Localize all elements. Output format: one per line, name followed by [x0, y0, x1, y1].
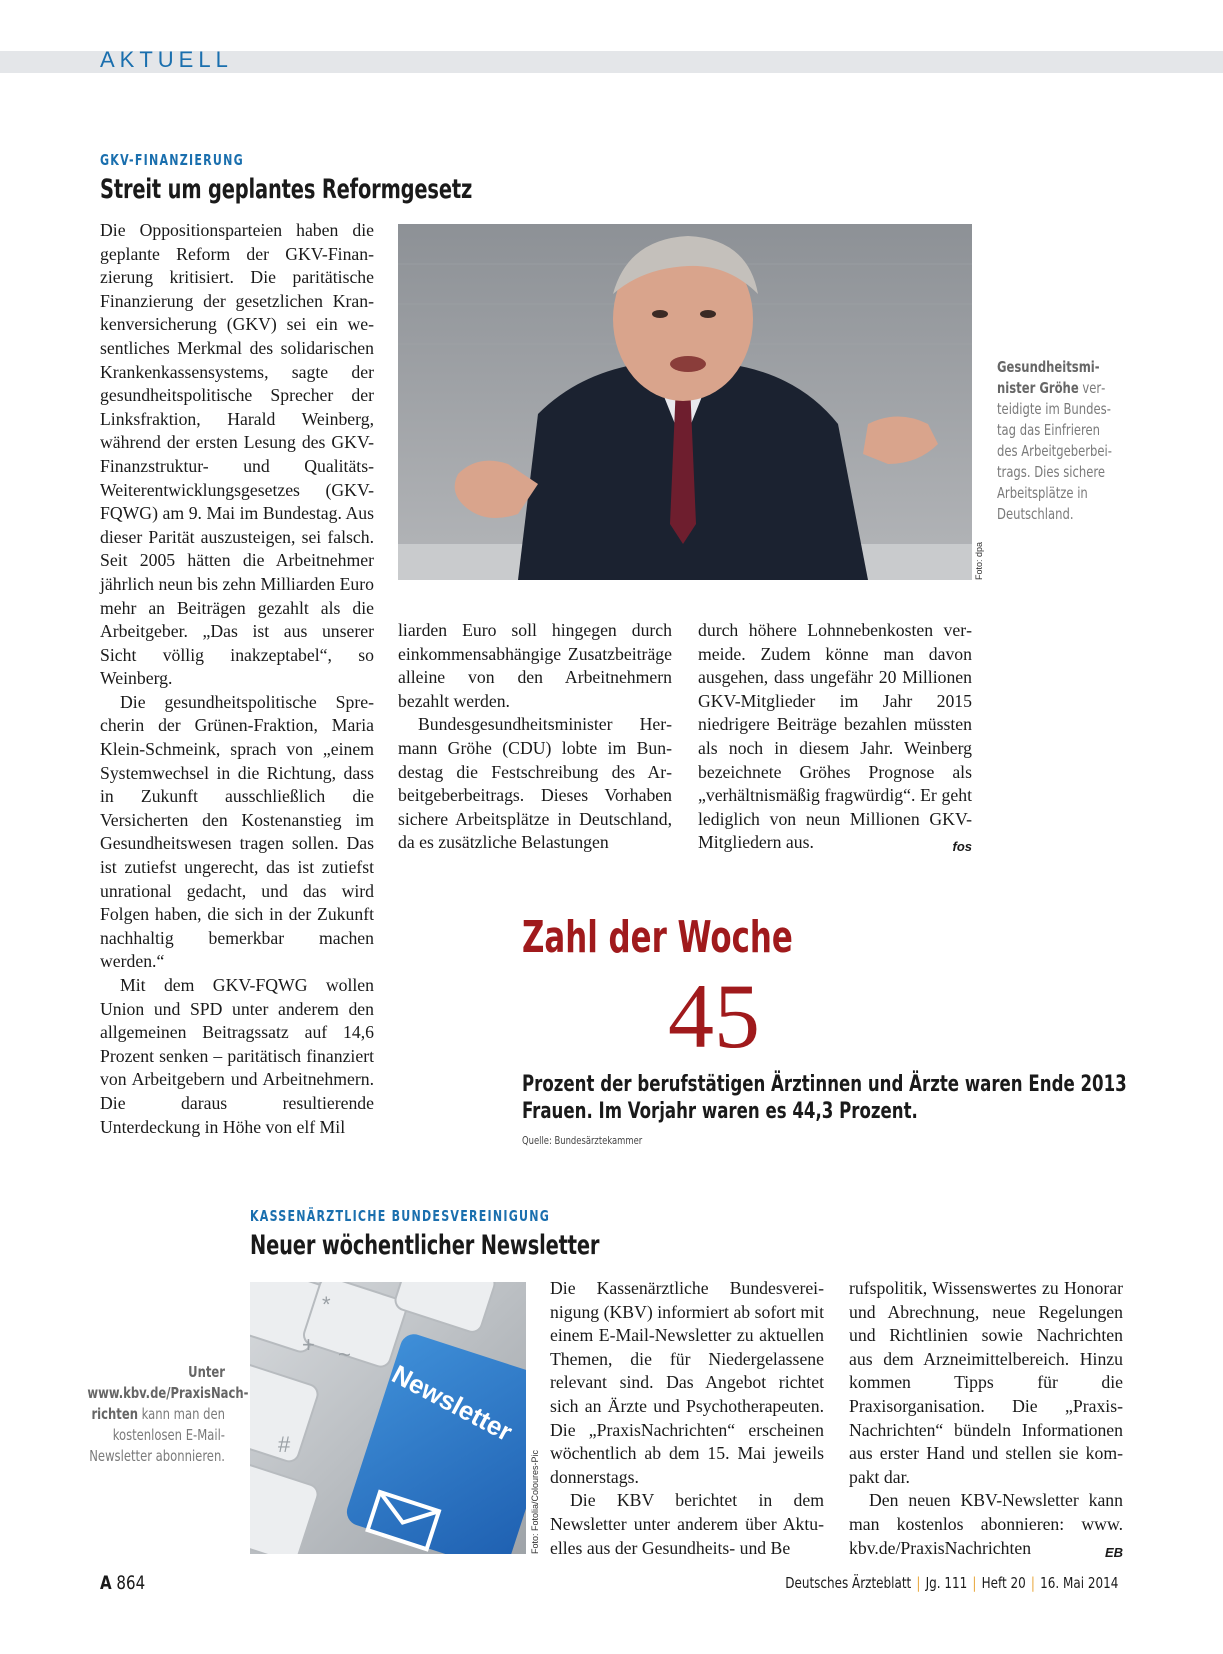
svg-text:~: ~: [338, 1342, 351, 1367]
paragraph: [698, 619, 972, 855]
svg-text:+: +: [302, 1332, 315, 1357]
author-signature: fos: [952, 839, 972, 855]
paragraph: liarden Euro soll hingegen durch einkommensabhängige Zusatzbeiträge alleine von den Arbeitnehmern bezahlt werden.: [398, 620, 672, 711]
caption-text: verteidigte im Bundestag das Einfrieren des Arbeitgeberbeitrags. Dies sichere Arbeitsplätze in Deutschland.: [997, 379, 1112, 523]
page-prefix: A: [100, 1572, 112, 1594]
article1-kicker: GKV-FINANZIERUNG: [100, 151, 244, 169]
photo-credit-1: Foto: dpa: [974, 541, 984, 580]
paragraph: Die Kassenärztliche Bundesvereinigung (KBV) informiert ab sofort mit einem E-Mail-Newsletter zu aktuellen Themen, die für Niedergelassene relevant sind. Das Angebot richtet sich an Ärzte und Psychotherapeuten. Die „PraxisNachrichten“ erscheinen wöchentlich ab dem 15. Mai jeweils donnerstags.: [550, 1278, 824, 1487]
caption-bold: Unter www.kbv.de/PraxisNachrichten: [87, 1363, 249, 1423]
journal-date: 16. Mai 2014: [1039, 1574, 1118, 1592]
paragraph: Bundesgesundheitsminister Hermann Gröhe (CDU) lobte im Bundestag die Festschreibung des Arbeitgeberbeitrags. Dieses Vorhaben sichere Arbeitsplätze in Deutschland, da es zusätzliche Belastungen: [398, 714, 672, 853]
article2-headline: Neuer wöchentlicher Newsletter: [250, 1230, 600, 1261]
paragraph: Die KBV berichtet in dem Newsletter unter anderem über Aktuelles aus der Gesundheits- und Be: [550, 1490, 824, 1558]
article2-photo-caption: [87, 1362, 249, 1467]
article2-kicker: KASSENÄRZTLICHE BUNDESVEREINIGUNG: [250, 1207, 551, 1225]
zahl-der-woche-title: Zahl der Woche: [522, 912, 793, 963]
caption-bold: Gesundheitsminister Gröhe: [997, 358, 1100, 397]
journal-name: Deutsches Ärzteblatt: [784, 1574, 911, 1592]
author-signature: EB: [1104, 1544, 1123, 1560]
article2-column-1: [550, 1277, 824, 1560]
paragraph: rufspolitik, Wissenswertes zu Honorar und Abrechnung, neue Regelungen und Richtlinien sowie Nachrichten aus dem Arzneimittelbereich. Hinzu kommen Tipps für die Praxisorganisation. Die „Praxis-Nachrichten“ bündeln Informationen aus erster Hand und stellen sie kompakt dar.: [849, 1278, 1123, 1487]
zahl-der-woche-text: Prozent der berufstätigen Ärztinnen und Ärzte waren Ende 2013 Frauen. Im Vorjahr waren es 44,3 Prozent.: [522, 1071, 1127, 1124]
separator: |: [916, 1574, 921, 1592]
page-number-value: 864: [116, 1572, 146, 1594]
section-label: AKTUELL: [100, 47, 233, 72]
newsletter-keyboard-photo: [250, 1282, 526, 1554]
svg-text:*: *: [322, 1292, 331, 1317]
article1-column-1: [100, 219, 374, 1139]
journal-issue: Heft 20: [981, 1574, 1026, 1592]
zahl-der-woche-number: 45: [668, 965, 760, 1067]
paragraph: Die Oppositionsparteien haben die geplante Reform der GKV-Finanzierung kritisiert. Die paritätische Finanzierung der gesetzlichen Krankenversicherung (GKV) sei ein wesentliches Merkmal des solidarischen Krankenkassensystems, sagte der gesundheitspolitische Sprecher der Linksfraktion, Harald Weinberg, während der ersten Lesung des GKV-Finanzstruktur- und Qualitäts-Weiterentwicklungsgesetzes (GKV-FQWG) am 9. Mai im Bundestag. Aus dieser Parität auszusteigen, sei falsch. Seit 2005 hätten die Arbeitnehmer jährlich neun bis zehn Milliarden Euro mehr an Beiträgen gezahlt als die Arbeitgeber. „Das ist aus unserer Sicht völlig inakzeptabel“, so Weinberg.: [100, 220, 374, 689]
newsletter-key-label: Newsletter: [387, 1358, 518, 1448]
journal-volume: Jg. 111: [925, 1574, 967, 1592]
article1-column-3: [698, 619, 972, 859]
paragraph-text: Den neuen KBV-Newsletter kann man kostenlos abonnieren: www. kbv.de/PraxisNachrichten: [849, 1490, 1123, 1558]
article2-column-2: [849, 1277, 1123, 1564]
photo-credit-2: Foto: Fotolia/Coloures-Pic: [530, 1449, 540, 1554]
article1-photo-caption: [997, 357, 1117, 525]
separator: |: [1030, 1574, 1035, 1592]
zahl-der-woche-source: Quelle: Bundesärztekammer: [522, 1134, 643, 1147]
paragraph: Mit dem GKV-FQWG wollen Union und SPD unter anderem den allgemeinen Beitragssatz auf 14,6 Prozent senken – paritätisch finanziert von Arbeitgebern und Arbeitnehmern. Die daraus resultierende Unterdeckung in Höhe von elf Mil: [100, 975, 374, 1137]
svg-text:#: #: [278, 1432, 291, 1457]
article1-column-2: [398, 619, 672, 855]
journal-info: [785, 1574, 1118, 1592]
paragraph: [849, 1489, 1123, 1560]
page-number: [100, 1572, 145, 1594]
paragraph-text: durch höhere Lohnnebenkosten vermeide. Zudem könne man davon ausgehen, dass ungefähr 20 Millionen GKV-Mitglieder im Jahr 2015 niedrigere Beiträge bezahlen müssten als noch in diesem Jahr. Weinberg bezeichnete Gröhes Prognose als „verhältnismäßig fragwürdig“. Er geht lediglich von neun Millionen GKV-Mitgliedern aus.: [698, 620, 972, 853]
article1-headline: Streit um geplantes Reformgesetz: [100, 174, 473, 205]
caption-text: kann man den kostenlosen E-Mail-Newsletter abonnieren.: [89, 1405, 225, 1465]
separator: |: [972, 1574, 977, 1592]
minister-photo: [398, 224, 972, 580]
paragraph: Die gesundheitspolitische Sprecherin der Grünen-Fraktion, Maria Klein-Schmeink, sprach von „einem Systemwechsel in die Richtung, dass in Zukunft ausschließlich die Versicherten den Kostenanstieg im Gesundheitswesen tragen sollen. Das ist zutiefst ungerecht, das ist zutiefst unrational gedacht, und das wird Folgen haben, die sich in der Zukunft nachhaltig bemerkbar machen werden.“: [100, 691, 374, 972]
